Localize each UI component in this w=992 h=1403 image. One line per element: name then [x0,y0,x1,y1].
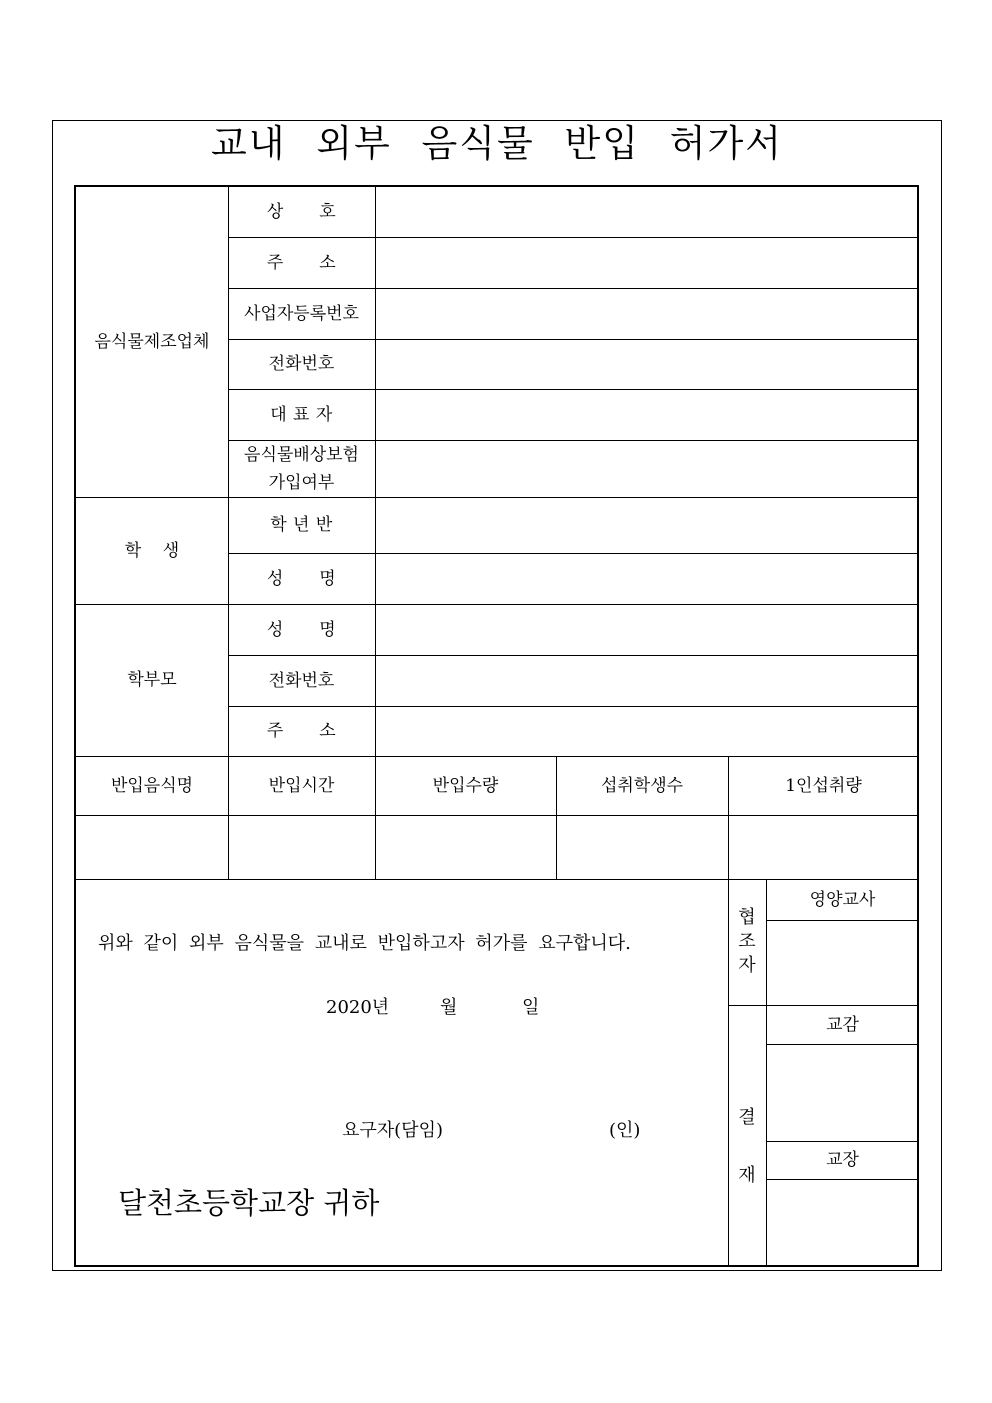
food-student-count-input[interactable] [556,815,728,879]
field-label-parent-name: 성 명 [266,619,337,640]
food-header-student-count: 섭취학생수 [600,775,684,796]
cooperation-char: 자 [738,955,756,976]
food-time-input[interactable] [228,815,375,879]
principal-sign-box[interactable] [766,1179,919,1267]
nutrition-teacher-sign-box[interactable] [766,920,919,1005]
food-header-quantity: 반입수량 [432,775,499,796]
parent-address-input[interactable] [375,706,919,756]
cooperation-char: 협 [738,907,756,928]
field-label-business-name: 상 호 [266,202,337,222]
requester-label: 요구자(담임) [342,1120,443,1141]
form-table [74,185,919,1267]
form-title: 교내 외부 음식물 반입 허가서 [211,122,783,165]
addressee: 달천초등학교장 귀하 [118,1186,380,1220]
insurance-input[interactable] [375,440,919,497]
approval-label [728,1005,766,1267]
request-statement: 위와 같이 외부 음식물을 교내로 반입하고자 허가를 요구합니다. [98,933,631,954]
field-label-parent-phone: 전화번호 [268,670,335,691]
grade-class-input[interactable] [375,497,919,553]
field-label-grade-class: 학 년 반 [270,515,333,535]
date-day: 일 [522,997,540,1018]
principal-label: 교장 [826,1150,859,1170]
field-label-address: 주 소 [266,252,337,273]
approval-char: 결 [738,1107,756,1128]
cooperation-char: 조 [738,931,756,952]
field-label-insurance: 음식물배상보험 가입여부 [244,444,359,493]
parent-section-label: 학부모 [127,670,177,690]
representative-input[interactable] [375,389,919,440]
manufacturer-section-label: 음식물제조업체 [94,332,210,352]
field-label-parent-address: 주 소 [266,721,337,741]
vice-principal-sign-box[interactable] [766,1044,919,1141]
address-input[interactable] [375,237,919,288]
food-name-input[interactable] [76,815,228,879]
food-header-time: 반입시간 [268,775,335,796]
business-name-input[interactable] [375,187,919,237]
student-name-input[interactable] [375,553,919,604]
phone-input[interactable] [375,339,919,389]
food-header-per-person: 1인섭취량 [785,775,862,796]
date-year: 2020년 [326,997,390,1018]
field-label-student-name: 성 명 [266,568,337,589]
parent-name-input[interactable] [375,604,919,655]
field-label-representative: 대 표 자 [270,404,333,425]
food-quantity-input[interactable] [375,815,556,879]
approval-char: 재 [738,1165,756,1186]
field-label-business-reg-number: 사업자등록번호 [244,303,359,324]
food-header-name: 반입음식명 [110,775,194,796]
parent-phone-input[interactable] [375,655,919,706]
nutrition-teacher-label: 영양교사 [809,889,876,910]
food-per-person-input[interactable] [728,815,919,879]
vice-principal-label: 교감 [826,1014,859,1035]
field-label-phone: 전화번호 [268,354,335,374]
seal-mark: (인) [609,1120,641,1141]
date-month: 월 [440,997,458,1018]
cooperation-label [728,879,766,1005]
business-reg-number-input[interactable] [375,288,919,339]
student-section-label: 학 생 [124,540,180,561]
